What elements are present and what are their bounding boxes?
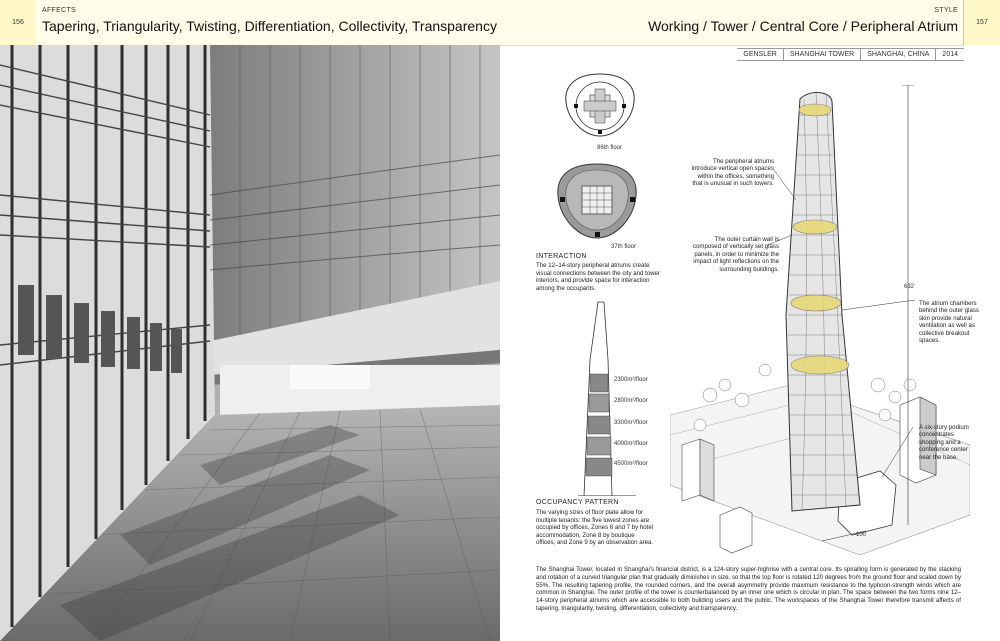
style-title: Working / Tower / Central Core / Peripheral Atrium (648, 18, 958, 34)
interaction-heading: INTERACTION (536, 253, 587, 260)
tag-architect: GENSLER (743, 51, 777, 58)
project-tags (737, 48, 964, 61)
atrium-rendering (0, 45, 500, 641)
tag-building: SHANGHAI TOWER (783, 49, 860, 60)
zone-label-3: 3300m²/floor (614, 420, 648, 426)
annotation-atrium-chambers: The atrium chambers behind the outer glass skin provide natural ventilation as well as collective breakout spaces. (919, 300, 979, 345)
affects-title: Tapering, Triangularity, Twisting, Differentiation, Collectivity, Transparency (42, 18, 497, 34)
tag-year: 2014 (935, 49, 964, 60)
zone-label-1: 2300m²/floor (614, 377, 648, 383)
scale-label: 100 (856, 532, 867, 538)
plan-86th-label: 86th floor (597, 145, 623, 151)
occupancy-heading: OCCUPANCY PATTERN (536, 499, 619, 506)
tag-location: SHANGHAI, CHINA (860, 49, 935, 60)
left-page-number: 156 (0, 0, 37, 45)
plan-37th-floor (552, 160, 642, 242)
height-label: 632 (904, 284, 915, 290)
annotation-curtain-wall: The outer curtain wall is composed of vertically set glass panels, in order to minimize the impact of light reflections on the surrounding buildings. (692, 236, 779, 273)
atrium-photo (0, 45, 500, 641)
style-label: STYLE (934, 7, 958, 14)
body-text: The Shanghai Tower, located in Shanghai's financial district, is a 124-story super-highrise with a central core. Its spiralling form is generated by the stacking and rotation of a curved triangular plan that gradually diminishes in size, so that the top floor is rotated 120 degrees from the ground floor and scaled down by 55%. The resulting tapering profile, the rounded corners, and the overall asymmetry provide maximum resistance to the typhoon-strength winds which are common in Shanghai. The outer profile of the tower is counterbalanced by an inner one which is circular in plan. The space between the two forms nine 12–14-story peripheral atriums which are accessible to both building users and the public. The workspaces of the Shanghai Tower therefore transmit affects of tapering, triangularity, twisting, differentiation, collectivity and transparency. (536, 566, 961, 612)
plan-37th-label: 37th floor (611, 244, 637, 250)
zone-label-2: 2800m²/floor (614, 398, 648, 404)
annotation-peripheral-atriums: The peripheral atriums introduce vertical open spaces within the offices, something that is unusual in such towers. (691, 158, 774, 188)
annotation-podium: A six-story podium concentrates shopping and a conference center near the base. (919, 424, 969, 461)
zone-label-5: 4500m²/floor (614, 461, 648, 467)
interaction-text: The 12–14-story peripheral atriums create visual connections between the city and tower interiors, and provide space for interaction among the occupants. (536, 262, 660, 292)
plan-86th-floor (560, 70, 640, 140)
left-header (36, 0, 500, 46)
affects-label: AFFECTS (42, 7, 76, 14)
zone-label-4: 4000m²/floor (614, 441, 648, 447)
right-page-number: 157 (963, 0, 1000, 45)
right-header (500, 0, 964, 46)
occupancy-text: The varying sizes of floor plate allow for multiple tenants: the five lowest zones are occupied by offices, Zones 6 and 7 by hotel accommodation, Zone 8 by boutique offices, and Zone 9 by an observation area. (536, 509, 654, 547)
